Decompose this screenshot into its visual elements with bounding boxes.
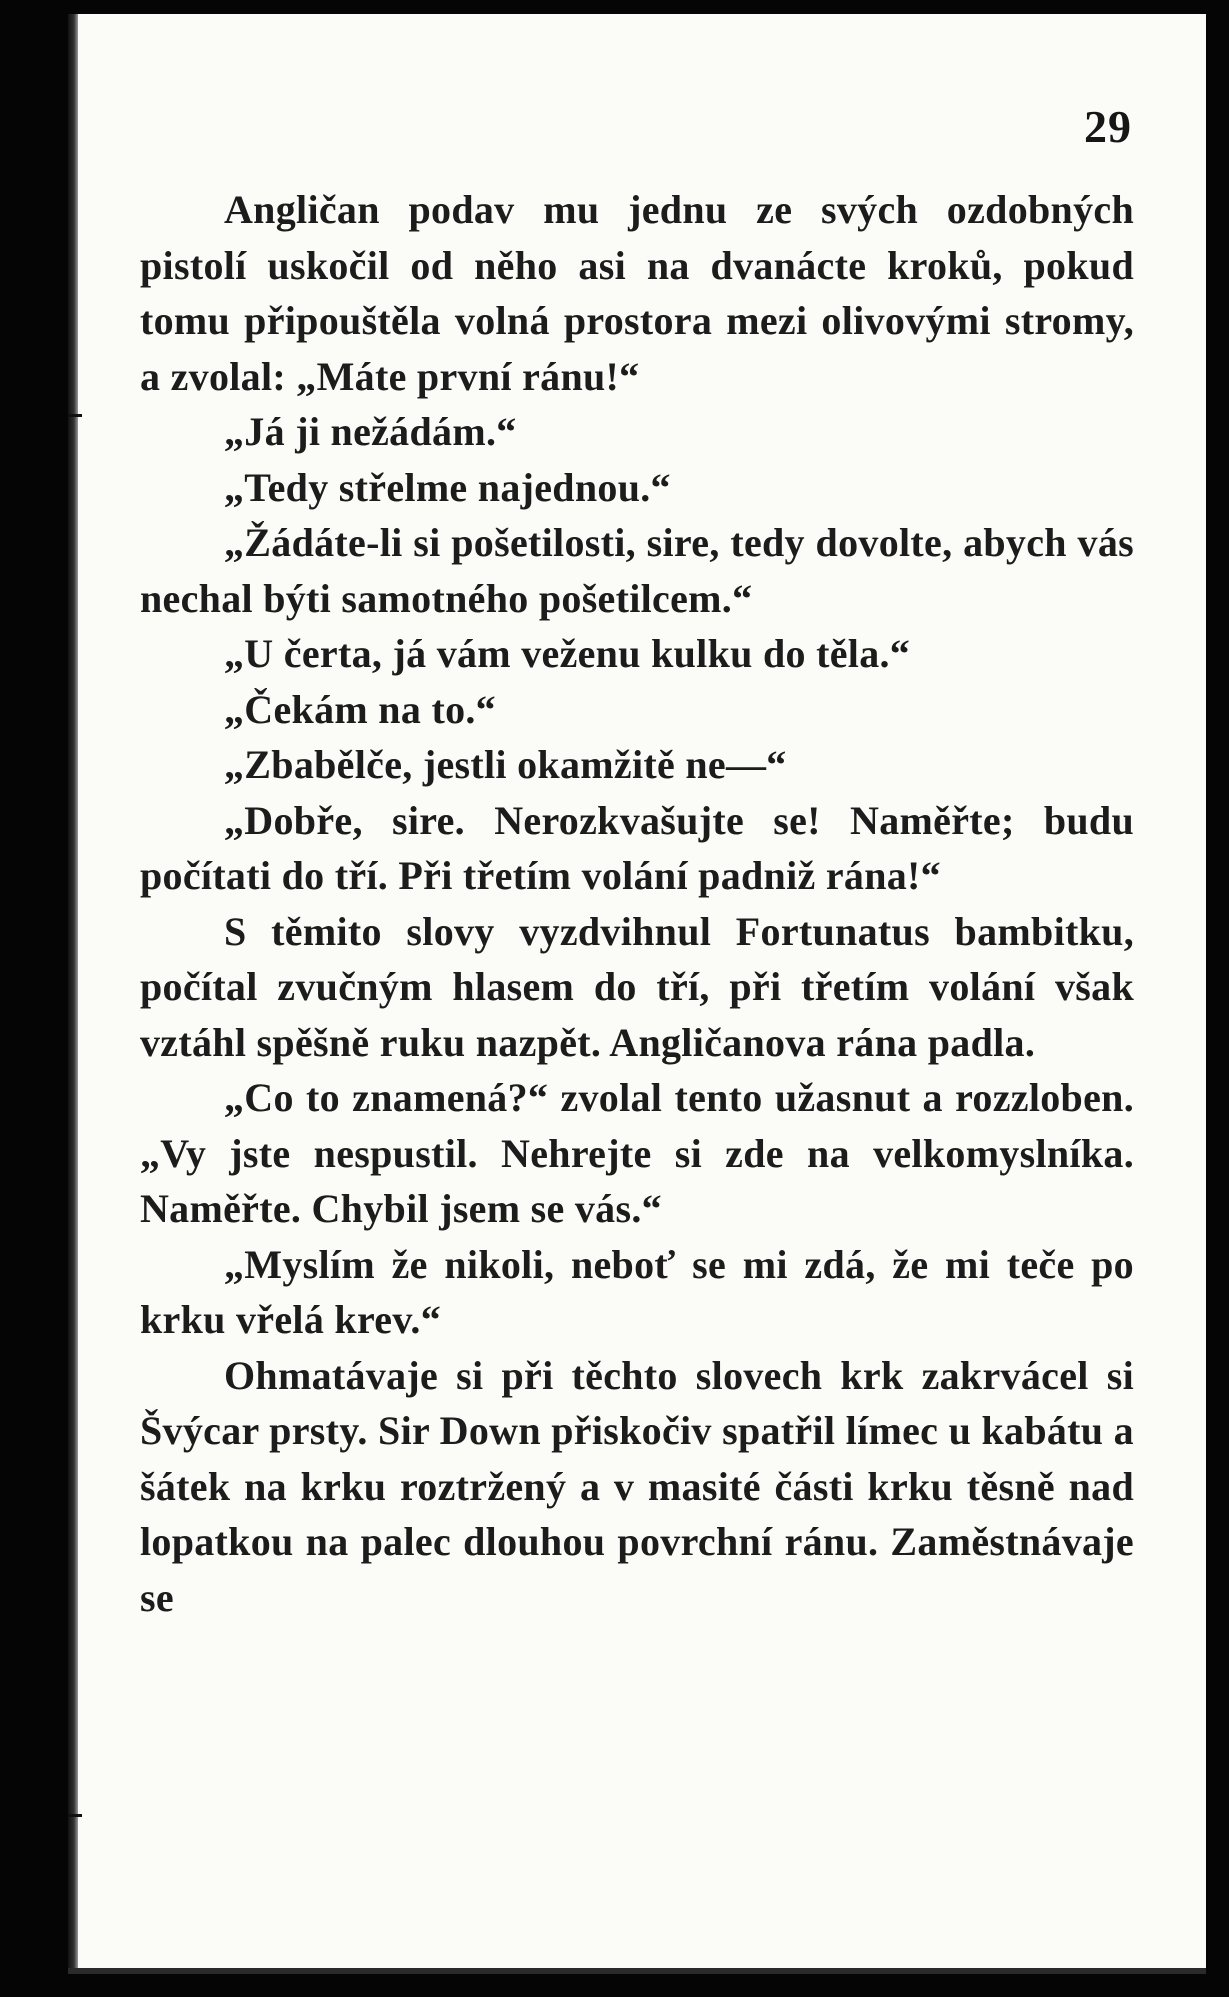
paragraph: „U čerta, já vám veženu kulku do těla.“ (224, 631, 911, 676)
paragraph: Ohmatávaje si při těchto slovech krk zakrvácel si Švýcar prsty. Sir Down přiskočiv spatřil límec u kabátu a šátek na krku roztržený a v masité části krku těsně nad lopatkou na palec dlouhou povrchní ránu. Zaměstnávaje se (140, 1352, 1134, 1620)
page-number: 29 (1084, 101, 1132, 152)
paragraph: „Čekám na to.“ (224, 686, 496, 732)
paragraph: „Já ji nežádám.“ (224, 409, 517, 454)
paragraph: Angličan podav mu jednu ze svých ozdobných pistolí uskočil od něho asi na dvanácte kroků, pokud tomu připouštěla volná prostora mezi olivovými stromy, a zvolal: „Máte první ránu!“ (140, 187, 1134, 399)
margin-mark (68, 414, 82, 417)
paragraph: „Co to znamená?“ zvolal tento užasnut a rozzloben. „Vy jste nespustil. Nehrejte si zde na velkomyslníka. Naměřte. Chybil jsem se vás.“ (140, 1075, 1134, 1231)
page-gutter (68, 14, 78, 1974)
paragraph: S těmito slovy vyzdvihnul Fortunatus bambitku, počítal zvučným hlasem do tří, při třetím volání však vztáhl spěšně ruku nazpět. Angličanova rána padla. (140, 908, 1134, 1065)
paragraph: „Zbabělče, jestli okamžitě ne—“ (224, 742, 787, 787)
paragraph: „Žádáte-li si pošetilosti, sire, tedy dovolte, abych vás nechal býti samotného pošetilcem.“ (140, 520, 1134, 621)
paragraph: „Dobře, sire. Nerozkvašujte se! Naměřte; budu počítati do tří. Při třetím volání padniž rána!“ (140, 797, 1134, 898)
margin-mark (68, 1814, 82, 1817)
page-bottom-edge (68, 1968, 1206, 1974)
paragraph: „Myslím že nikoli, neboť se mi zdá, že mi teče po krku vřelá krev.“ (140, 1241, 1134, 1342)
paragraph: „Tedy střelme najednou.“ (224, 464, 671, 510)
body-text (140, 182, 1134, 1625)
book-page (68, 14, 1206, 1974)
